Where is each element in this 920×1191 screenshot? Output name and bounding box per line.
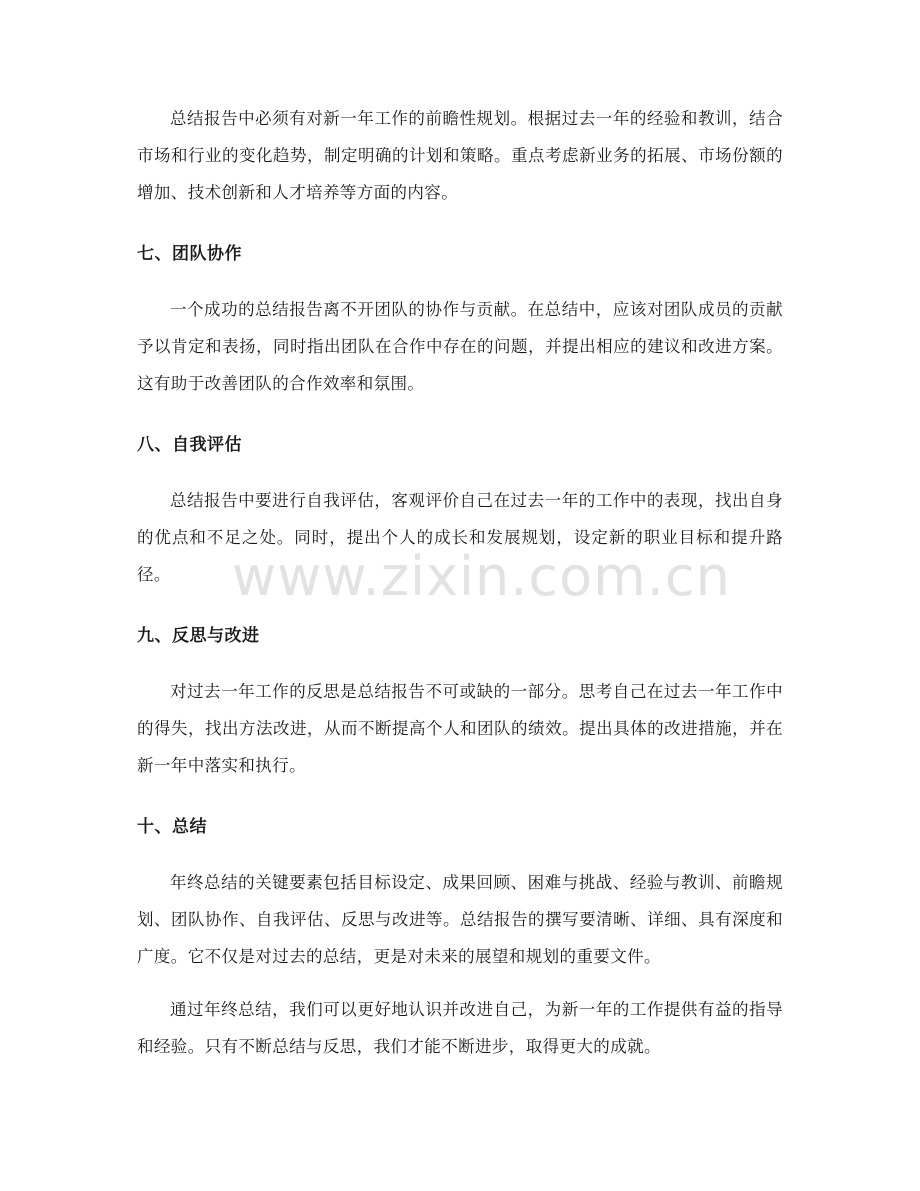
watermark-text: www.zixin.com.cn <box>232 545 731 608</box>
document-body <box>137 100 783 1065</box>
section-heading-self-assessment: 八、自我评估 <box>137 435 242 455</box>
intro-paragraph: 总结报告中必须有对新一年工作的前瞻性规划。根据过去一年的经验和教训，结合市场和行业的变化趋势，制定明确的计划和策略。重点考虑新业务的拓展、市场份额的增加、技术创新和人才培养等方面的内容。 <box>137 109 783 202</box>
section-paragraph-summary-2: 通过年终总结，我们可以更好地认识并改进自己，为新一年的工作提供有益的指导和经验。只有不断总结与反思，我们才能不断进步，取得更大的成就。 <box>137 1000 783 1056</box>
section-heading-summary: 十、总结 <box>137 817 207 837</box>
section-paragraph-team-collaboration: 一个成功的总结报告离不开团队的协作与贡献。在总结中，应该对团队成员的贡献予以肯定和表扬，同时指出团队在合作中存在的问题，并提出相应的建议和改进方案。这有助于改善团队的合作效率和氛围。 <box>137 300 783 393</box>
section-paragraph-reflection: 对过去一年工作的反思是总结报告不可或缺的一部分。思考自己在过去一年工作中的得失，找出方法改进，从而不断提高个人和团队的绩效。提出具体的改进措施，并在新一年中落实和执行。 <box>137 682 783 775</box>
section-paragraph-self-assessment: 总结报告中要进行自我评估，客观评价自己在过去一年的工作中的表现，找出自身的优点和不足之处。同时，提出个人的成长和发展规划，设定新的职业目标和提升路径。 <box>137 491 783 584</box>
section-heading-reflection: 九、反思与改进 <box>137 626 260 646</box>
section-heading-team-collaboration: 七、团队协作 <box>137 244 242 264</box>
section-paragraph-summary-1: 年终总结的关键要素包括目标设定、成果回顾、困难与挑战、经验与教训、前瞻规划、团队协作、自我评估、反思与改进等。总结报告的撰写要清晰、详细、具有深度和广度。它不仅是对过去的总结，更是对未来的展望和规划的重要文件。 <box>137 873 783 966</box>
